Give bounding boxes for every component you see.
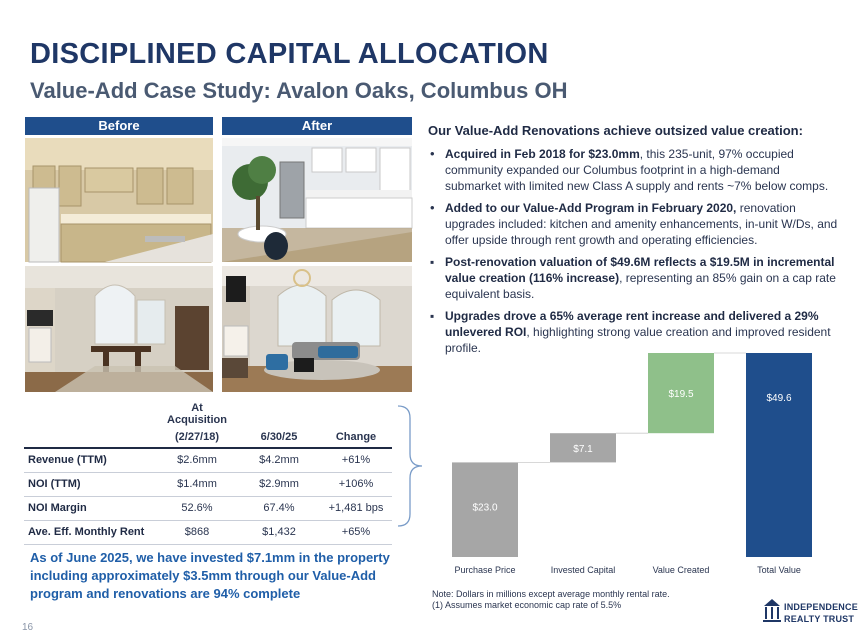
header-at-acquisition: At Acquisition <box>167 402 227 426</box>
note-line-2: (1) Assumes market economic cap rate of 5.5% <box>432 600 622 610</box>
before-living-photo <box>25 266 213 392</box>
invested-note: As of June 2025, we have invested $7.1mm in the property including approximately $3.5mm through our Value-Add program and renovations are 94% complete <box>30 550 390 601</box>
logo-line-2: REALTY TRUST <box>784 614 855 624</box>
data-label: $23.0 <box>472 502 498 514</box>
value-add-heading: Our Value-Add Renovations achieve outsized value creation: <box>428 123 803 138</box>
bar-total-value <box>746 353 812 557</box>
bullet-value-add-program: • Added to our Value-Add Program in February 2020, renovation upgrades included: kitchen and amenity enhancements, in-unit W/Ds, and offer upside through rent growth and operating efficiencies. <box>428 200 838 248</box>
before-kitchen-photo <box>25 138 213 262</box>
data-label: $19.5 <box>668 389 694 401</box>
table-row: NOI Margin 52.6% 67.4% +1,481 bps <box>24 496 392 520</box>
data-label: $49.6 <box>766 393 792 404</box>
bullet-upgrades: ▪ Upgrades drove a 65% average rent increase and delivered a 29% unlevered ROI, highlighting strong value creation and improved resident profile. <box>428 308 838 356</box>
table-row: Revenue (TTM) $2.6mm $4.2mm +61% <box>24 448 392 472</box>
header-acquisition-date: (2/27/18) <box>156 426 238 448</box>
note-line-1: Note: Dollars in millions except average monthly rental rate. <box>432 589 670 599</box>
table-row: NOI (TTM) $1.4mm $2.9mm +106% <box>24 472 392 496</box>
header-metric <box>24 426 156 448</box>
page-subtitle: Value-Add Case Study: Avalon Oaks, Columbus OH <box>30 78 568 103</box>
value-add-bullets <box>428 146 838 362</box>
bullet-acquired: • Acquired in Feb 2018 for $23.0mm, this 235-unit, 97% occupied community expanded our Columbus footprint in a high-demand submarket with limited new Class A supply and rents ~7% below comps. <box>428 146 838 194</box>
logo-line-1: INDEPENDENCE <box>784 602 858 612</box>
bullet-post-renovation: ▪ Post-renovation valuation of $49.6M reflects a $19.5M in incremental value creation (116% increase), representing an 85% gain on a cap rate equivalent basis. <box>428 254 838 302</box>
chart-notes <box>432 589 670 611</box>
waterfall-chart <box>430 345 840 580</box>
after-kitchen-photo <box>222 138 412 262</box>
before-label: Before <box>25 117 213 135</box>
table-row: Ave. Eff. Monthly Rent $868 $1,432 +65% <box>24 520 392 544</box>
after-label: After <box>222 117 412 135</box>
category-label: Invested Capital <box>550 565 616 575</box>
building-icon <box>762 598 782 626</box>
category-label: Purchase Price <box>454 565 516 575</box>
data-label: $7.1 <box>573 443 593 455</box>
category-label: Value Created <box>652 565 710 575</box>
brace-connector <box>396 404 430 528</box>
metrics-table <box>24 402 392 545</box>
company-logo <box>762 598 858 628</box>
after-living-photo <box>222 266 412 392</box>
page-number: 16 <box>22 622 34 633</box>
page-title: DISCIPLINED CAPITAL ALLOCATION <box>30 38 549 70</box>
category-label: Total Value <box>757 565 801 575</box>
header-change: Change <box>320 426 392 448</box>
header-current-date: 6/30/25 <box>238 426 320 448</box>
